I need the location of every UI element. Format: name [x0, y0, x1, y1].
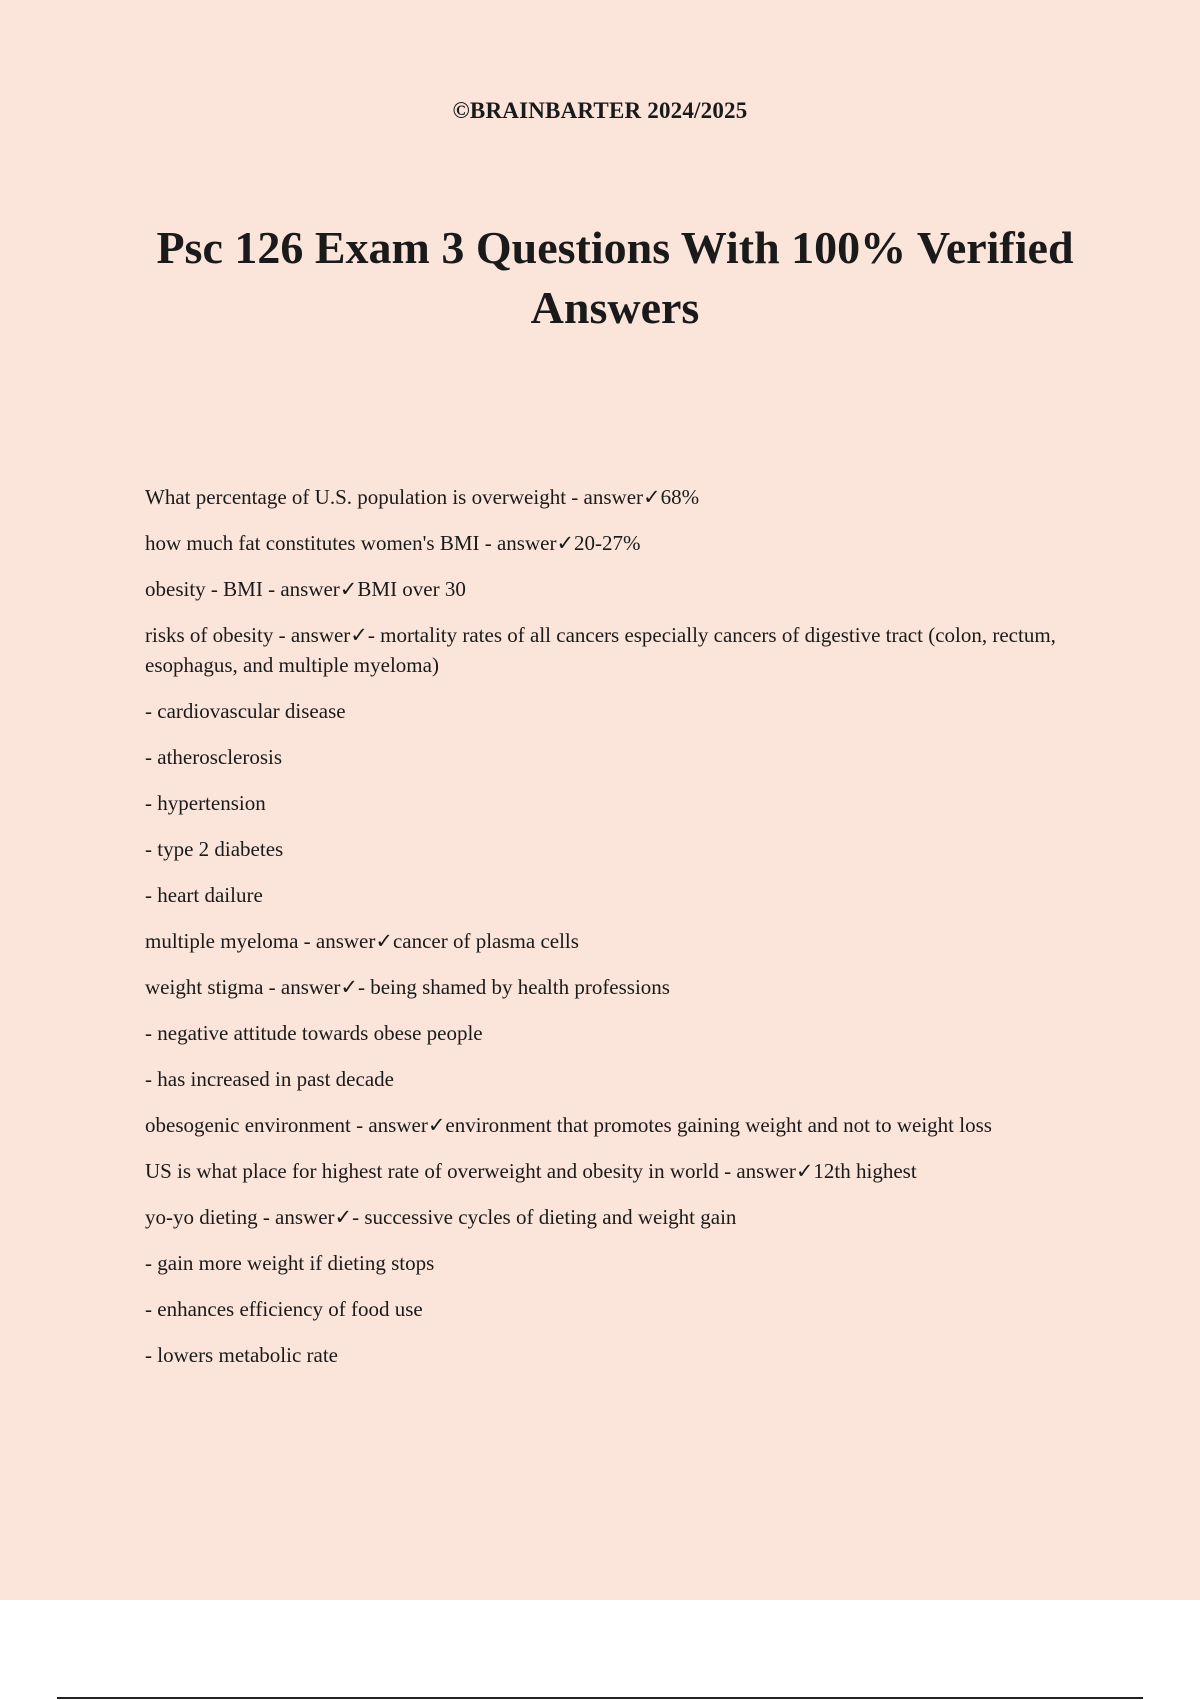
qa-line: - heart dailure [145, 883, 263, 907]
qa-line: - negative attitude towards obese people [145, 1021, 483, 1045]
qa-line: yo-yo dieting - answer✓- successive cycles of dieting and weight gain [145, 1205, 737, 1229]
qa-line: - atherosclerosis [145, 745, 283, 769]
qa-line: obesity - BMI - answer✓BMI over 30 [145, 577, 466, 601]
footer-divider [57, 1697, 1143, 1699]
qa-line: - hypertension [145, 791, 266, 815]
qa-line: obesogenic environment - answer✓environment that promotes gaining weight and not to weight loss [145, 1113, 992, 1137]
qa-line: - cardiovascular disease [145, 699, 346, 723]
qa-line: how much fat constitutes women's BMI - answer✓20-27% [145, 531, 641, 555]
qa-line: risks of obesity - answer✓- mortality rates of all cancers especially cancers of digestive tract (colon, rectum, esophagus, and multiple myeloma) [145, 623, 1056, 677]
qa-line: - type 2 diabetes [145, 837, 284, 861]
qa-list [145, 482, 1085, 1386]
qa-line: - enhances efficiency of food use [145, 1297, 423, 1321]
qa-line: - has increased in past decade [145, 1067, 394, 1091]
qa-line: - gain more weight if dieting stops [145, 1251, 435, 1275]
qa-line: - lowers metabolic rate [145, 1343, 338, 1367]
qa-line: weight stigma - answer✓- being shamed by health professions [145, 975, 670, 999]
document-title: Psc 126 Exam 3 Questions With 100% Verified Answers [156, 222, 1074, 333]
qa-line: What percentage of U.S. population is overweight - answer✓68% [145, 485, 700, 509]
qa-line: multiple myeloma - answer✓cancer of plasma cells [145, 929, 579, 953]
brand-watermark: ©BRAINBARTER 2024/2025 [452, 98, 748, 123]
qa-line: US is what place for highest rate of overweight and obesity in world - answer✓12th highest [145, 1159, 917, 1183]
